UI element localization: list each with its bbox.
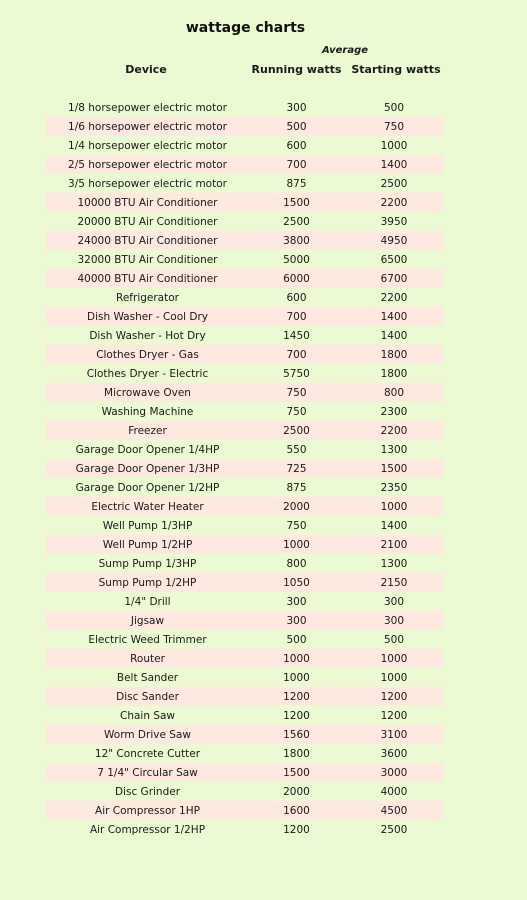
table-row <box>46 250 444 269</box>
device-cell: Clothes Dryer - Gas <box>96 348 199 361</box>
starting-watts-cell: 2350 <box>380 481 408 494</box>
starting-watts-cell: 1300 <box>380 557 408 570</box>
running-watts-cell: 1450 <box>283 329 310 342</box>
table-row <box>46 155 444 174</box>
starting-watts-cell: 1000 <box>380 652 408 665</box>
starting-watts-cell: 2100 <box>380 538 408 551</box>
device-cell: 1/8 horsepower electric motor <box>68 101 227 114</box>
table-row <box>46 782 444 801</box>
device-cell: Garage Door Opener 1/3HP <box>75 462 220 475</box>
running-watts-cell: 750 <box>286 386 307 399</box>
table-row <box>46 364 444 383</box>
table-row <box>46 706 444 725</box>
device-cell: 32000 BTU Air Conditioner <box>77 253 218 266</box>
running-watts-cell: 300 <box>286 101 307 114</box>
running-watts-cell: 700 <box>286 348 307 361</box>
running-watts-cell: 2500 <box>283 424 310 437</box>
running-watts-cell: 1560 <box>283 728 310 741</box>
table-row <box>46 535 444 554</box>
running-watts-cell: 1050 <box>283 576 310 589</box>
device-cell: Well Pump 1/2HP <box>102 538 193 551</box>
table-row <box>46 630 444 649</box>
running-watts-cell: 1200 <box>283 823 310 836</box>
starting-watts-cell: 1300 <box>380 443 408 456</box>
starting-watts-cell: 300 <box>383 614 405 627</box>
starting-watts-cell: 2300 <box>380 405 408 418</box>
running-watts-cell: 1600 <box>283 804 310 817</box>
table-row <box>46 459 444 478</box>
device-cell: Air Compressor 1HP <box>95 804 200 817</box>
device-cell: Electric Water Heater <box>91 500 204 513</box>
device-cell: Electric Weed Trimmer <box>88 633 207 646</box>
running-watts-cell: 1500 <box>283 196 310 209</box>
table-row <box>46 421 444 440</box>
table-row <box>46 801 444 820</box>
table-row <box>46 269 444 288</box>
table-row <box>46 649 444 668</box>
device-cell: 7 1/4" Circular Saw <box>97 766 198 779</box>
starting-watts-cell: 1200 <box>380 690 408 703</box>
starting-watts-cell: 1800 <box>380 367 408 380</box>
device-cell: Dish Washer - Cool Dry <box>86 310 209 323</box>
running-watts-cell: 550 <box>286 443 307 456</box>
table-row <box>46 744 444 763</box>
device-cell: Garage Door Opener 1/2HP <box>75 481 220 494</box>
running-watts-cell: 1200 <box>283 709 310 722</box>
table-row <box>46 611 444 630</box>
running-watts-cell: 700 <box>286 310 307 323</box>
device-cell: Air Compressor 1/2HP <box>89 823 206 836</box>
running-watts-cell: 750 <box>286 405 307 418</box>
device-cell: Clothes Dryer - Electric <box>86 367 209 380</box>
starting-watts-cell: 1800 <box>380 348 408 361</box>
starting-watts-cell: 300 <box>383 595 405 608</box>
device-cell: Washing Machine <box>101 405 194 418</box>
device-cell: 10000 BTU Air Conditioner <box>77 196 218 209</box>
device-cell: Disc Grinder <box>114 785 181 798</box>
device-cell: Microwave Oven <box>104 386 191 399</box>
device-cell: 12" Concrete Cutter <box>94 747 201 760</box>
page-title: wattage charts <box>185 20 306 36</box>
device-cell: Garage Door Opener 1/4HP <box>75 443 220 456</box>
device-cell: Chain Saw <box>119 709 176 722</box>
starting-watts-cell: 3000 <box>380 766 408 779</box>
table-row <box>46 98 444 117</box>
device-cell: Jigsaw <box>130 614 165 627</box>
starting-watts-cell: 750 <box>383 120 405 133</box>
column-header-starting-watts: Starting watts <box>351 63 441 76</box>
column-header-device: Device <box>125 63 167 76</box>
starting-watts-cell: 1200 <box>380 709 408 722</box>
device-cell: Worm Drive Saw <box>104 728 191 741</box>
starting-watts-cell: 2200 <box>380 291 408 304</box>
device-cell: 1/4 horsepower electric motor <box>68 139 227 152</box>
running-watts-cell: 5000 <box>283 253 310 266</box>
device-cell: Dish Washer - Hot Dry <box>89 329 206 342</box>
running-watts-cell: 2000 <box>283 500 310 513</box>
column-header-running-watts: Running watts <box>251 63 342 76</box>
starting-watts-cell: 1000 <box>380 139 408 152</box>
running-watts-cell: 800 <box>286 557 307 570</box>
device-cell: Disc Sander <box>116 690 179 703</box>
table-row <box>46 516 444 535</box>
running-watts-cell: 600 <box>286 291 307 304</box>
starting-watts-cell: 3600 <box>380 747 408 760</box>
running-watts-cell: 750 <box>286 519 307 532</box>
device-cell: Sump Pump 1/3HP <box>98 557 197 570</box>
running-watts-cell: 1800 <box>283 747 310 760</box>
average-label: Average <box>321 45 369 56</box>
running-watts-cell: 1000 <box>283 671 310 684</box>
starting-watts-cell: 6700 <box>380 272 408 285</box>
table-row <box>46 136 444 155</box>
table-row <box>46 383 444 402</box>
starting-watts-cell: 800 <box>383 386 405 399</box>
starting-watts-cell: 500 <box>383 633 405 646</box>
running-watts-cell: 1200 <box>283 690 310 703</box>
table-row <box>46 668 444 687</box>
running-watts-cell: 500 <box>286 633 307 646</box>
starting-watts-cell: 1000 <box>380 500 408 513</box>
table-row <box>46 687 444 706</box>
running-watts-cell: 1000 <box>283 538 310 551</box>
table-row <box>46 497 444 516</box>
device-cell: 1/4" Drill <box>124 595 171 608</box>
running-watts-cell: 2000 <box>283 785 310 798</box>
table-row <box>46 440 444 459</box>
starting-watts-cell: 3950 <box>380 215 408 228</box>
starting-watts-cell: 2200 <box>380 424 408 437</box>
starting-watts-cell: 1400 <box>380 310 408 323</box>
device-cell: 3/5 horsepower electric motor <box>68 177 227 190</box>
device-cell: 40000 BTU Air Conditioner <box>77 272 218 285</box>
starting-watts-cell: 2500 <box>380 823 408 836</box>
device-cell: Sump Pump 1/2HP <box>98 576 197 589</box>
running-watts-cell: 3800 <box>283 234 310 247</box>
running-watts-cell: 500 <box>286 120 307 133</box>
device-cell: Well Pump 1/3HP <box>102 519 193 532</box>
device-cell: 1/6 horsepower electric motor <box>68 120 227 133</box>
table-row <box>46 554 444 573</box>
starting-watts-cell: 6500 <box>380 253 408 266</box>
device-cell: Belt Sander <box>116 671 179 684</box>
table-row <box>46 573 444 592</box>
running-watts-cell: 6000 <box>283 272 310 285</box>
starting-watts-cell: 2500 <box>380 177 408 190</box>
table-row <box>46 402 444 421</box>
running-watts-cell: 2500 <box>283 215 310 228</box>
table-row <box>46 326 444 345</box>
table-row <box>46 231 444 250</box>
device-cell: 24000 BTU Air Conditioner <box>77 234 218 247</box>
table-row <box>46 212 444 231</box>
table-row <box>46 307 444 326</box>
starting-watts-cell: 4000 <box>380 785 408 798</box>
device-cell: 2/5 horsepower electric motor <box>68 158 227 171</box>
starting-watts-cell: 3100 <box>380 728 408 741</box>
table-row <box>46 288 444 307</box>
running-watts-cell: 300 <box>286 614 307 627</box>
running-watts-cell: 600 <box>286 139 307 152</box>
device-cell: Router <box>130 652 165 665</box>
running-watts-cell: 5750 <box>283 367 310 380</box>
starting-watts-cell: 1400 <box>380 329 408 342</box>
starting-watts-cell: 1000 <box>380 671 408 684</box>
starting-watts-cell: 1400 <box>380 519 408 532</box>
table-row <box>46 478 444 497</box>
starting-watts-cell: 4950 <box>380 234 408 247</box>
table-row <box>46 345 444 364</box>
device-cell: Refrigerator <box>116 291 179 304</box>
running-watts-cell: 1000 <box>283 652 310 665</box>
device-cell: 20000 BTU Air Conditioner <box>77 215 218 228</box>
starting-watts-cell: 2200 <box>380 196 408 209</box>
table-row <box>46 174 444 193</box>
table-row <box>46 725 444 744</box>
table-row <box>46 820 444 839</box>
wattage-table <box>46 98 444 839</box>
starting-watts-cell: 4500 <box>380 804 408 817</box>
starting-watts-cell: 2150 <box>380 576 408 589</box>
running-watts-cell: 1500 <box>283 766 310 779</box>
running-watts-cell: 875 <box>286 481 307 494</box>
running-watts-cell: 875 <box>286 177 307 190</box>
running-watts-cell: 725 <box>286 462 307 475</box>
device-cell: Freezer <box>128 424 167 437</box>
starting-watts-cell: 1400 <box>380 158 408 171</box>
table-row <box>46 193 444 212</box>
starting-watts-cell: 500 <box>383 101 405 114</box>
starting-watts-cell: 1500 <box>380 462 408 475</box>
table-row <box>46 117 444 136</box>
table-row <box>46 592 444 611</box>
running-watts-cell: 300 <box>286 595 307 608</box>
table-row <box>46 763 444 782</box>
running-watts-cell: 700 <box>286 158 307 171</box>
